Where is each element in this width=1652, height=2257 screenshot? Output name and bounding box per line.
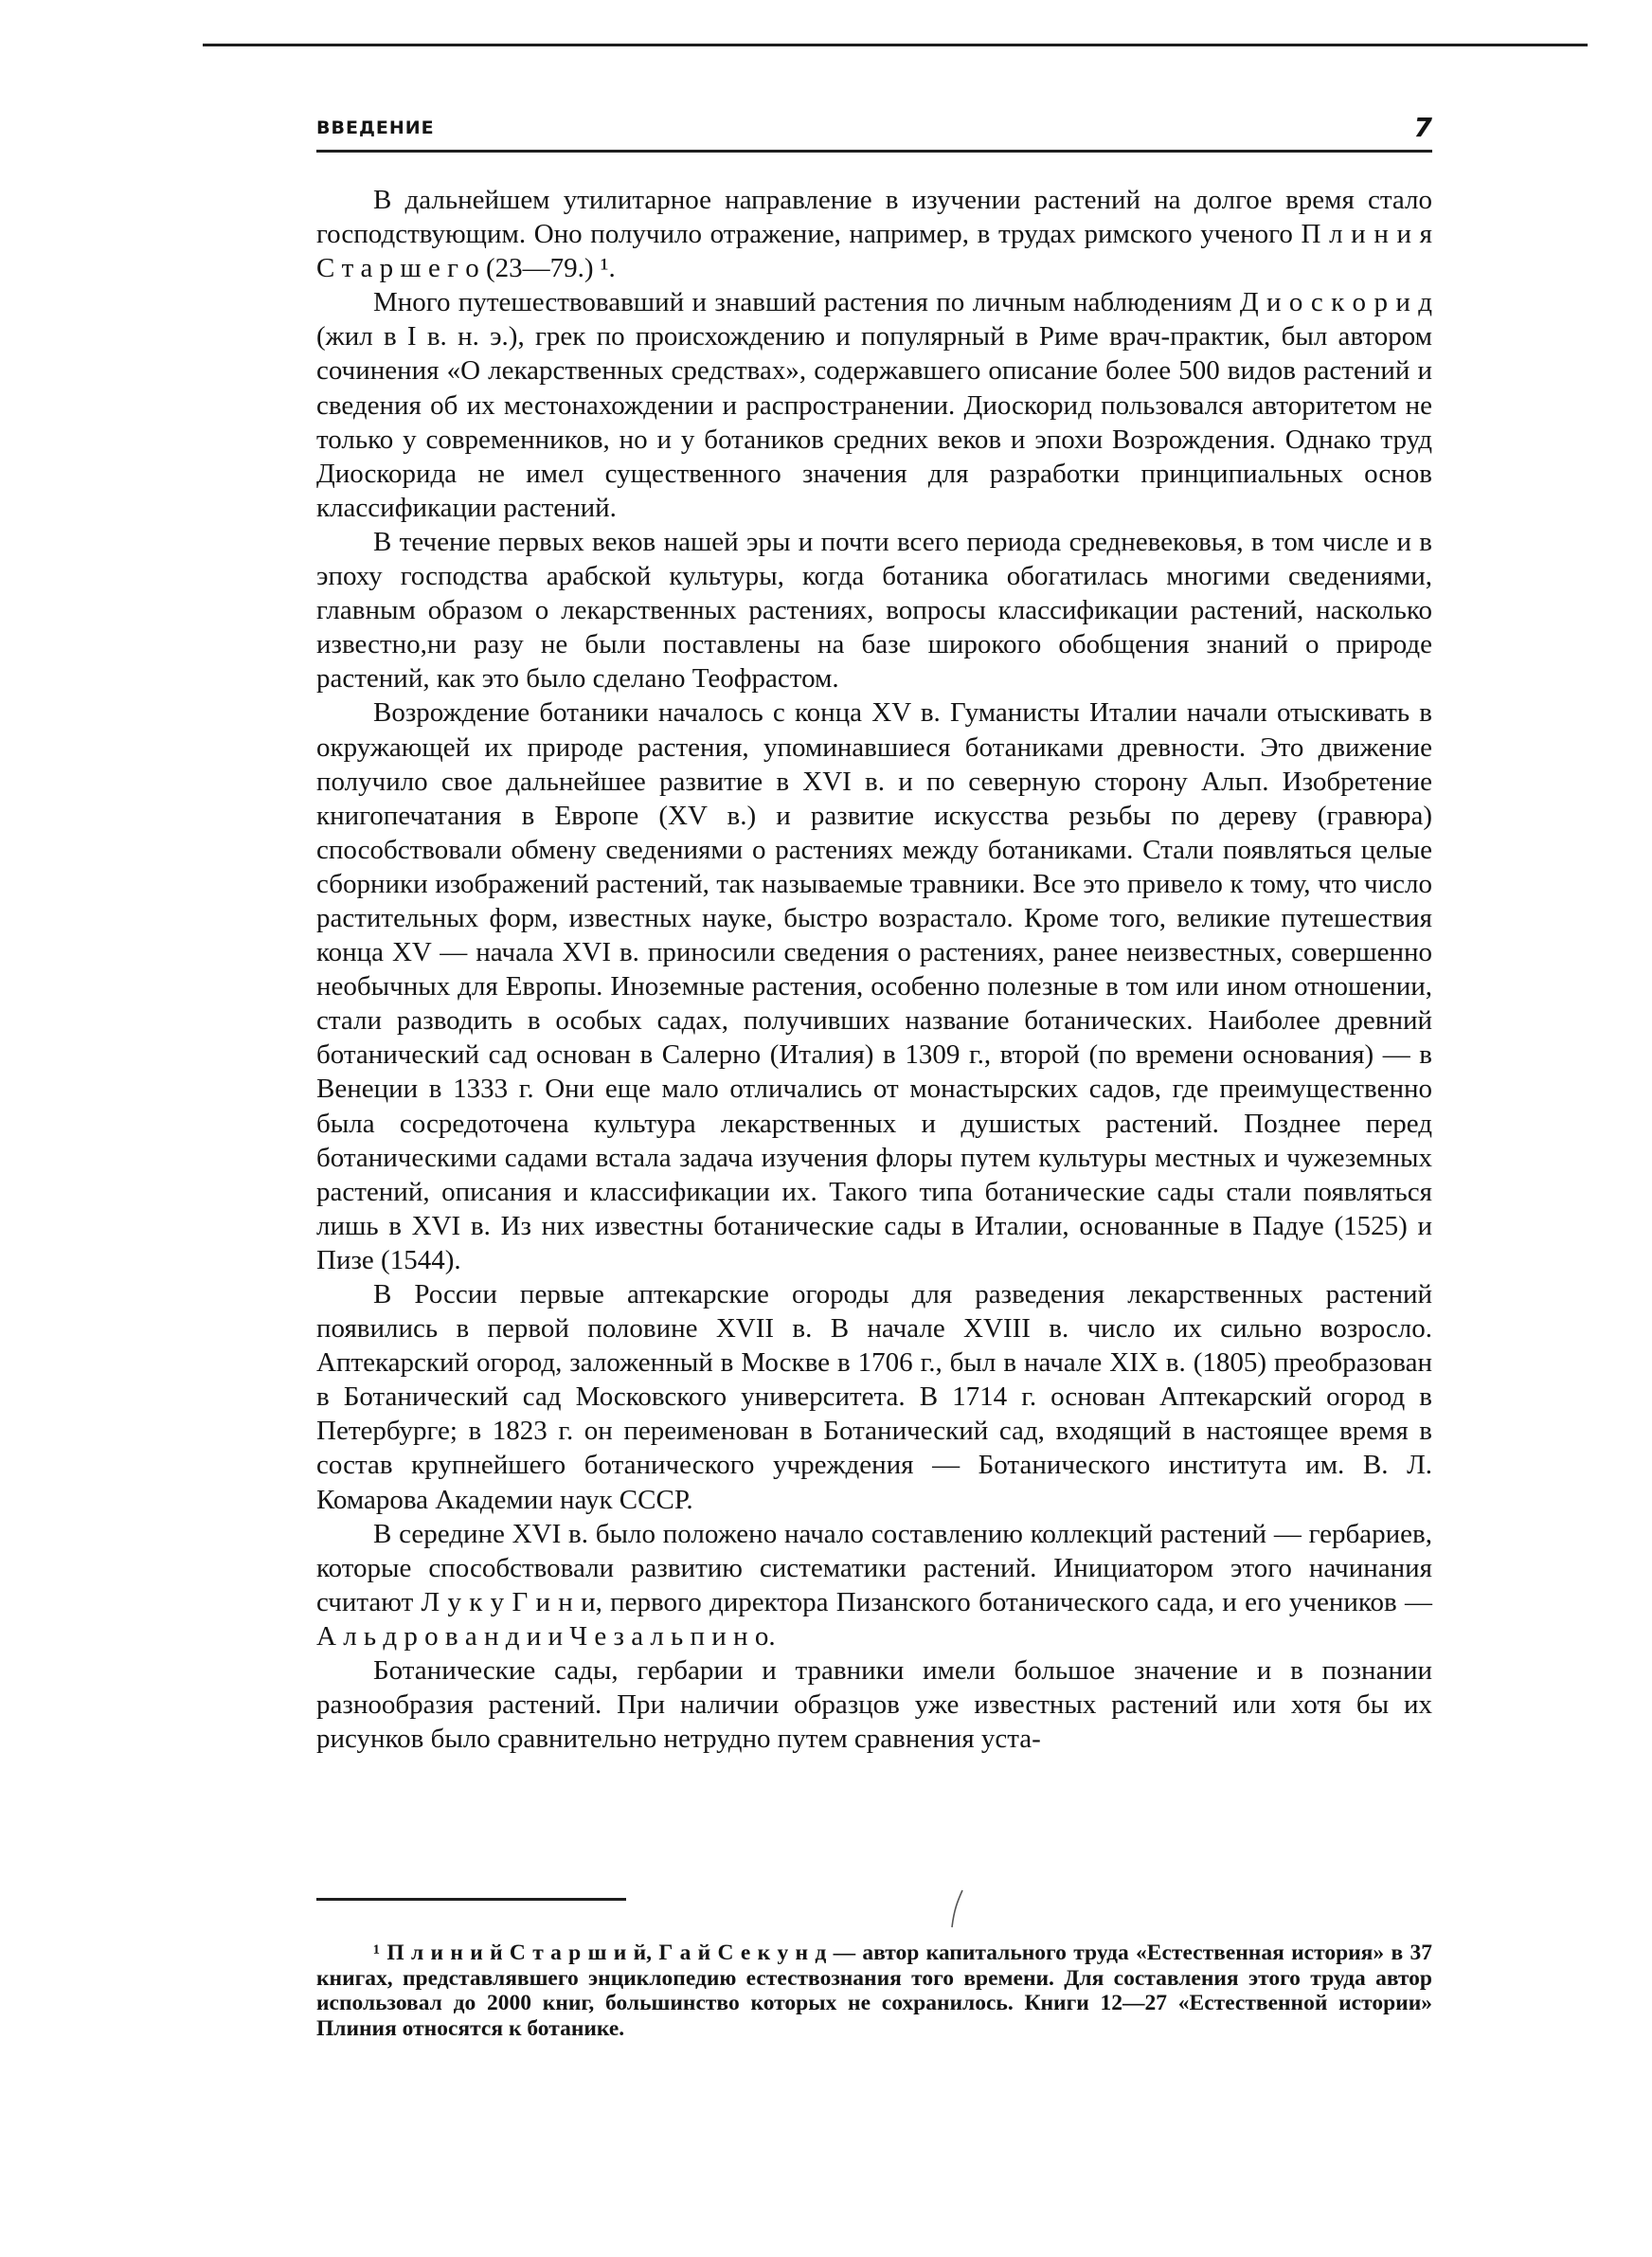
running-head: ВВЕДЕНИЕ [316, 117, 435, 138]
paragraph: Возрождение ботаники началось с конца XV в. Гуманисты Италии начали отыскивать в окружающей их природе растения, упоминавшиеся ботаниками древности. Это движение получило свое дальнейшее развитие в XVI в. и по северную сторону Альп. Изобретение книгопечатания в Европе (XV в.) и развитие искусства резьбы по дереву (гравюра) способствовали обмену сведениями о растениях между ботаниками. Стали появляться целые сборники изображений растений, так называемые травники. Все это привело к тому, что число растительных форм, известных науке, быстро возрастало. Кроме того, великие путешествия конца XV — начала XVI в. приносили сведения о растениях, ранее неизвестных, совершенно необычных для Европы. Иноземные растения, особенно полезные в том или ином отношении, стали разводить в особых садах, получивших название ботанических. Наиболее древний ботанический сад основан в Салерно (Италия) в 1309 г., второй (по времени основания) — в Венеции в 1333 г. Они еще мало отличались от монастырских садов, где преимущественно была сосредоточена культура лекарственных и душистых растений. Позднее перед ботаническими садами встала задача изучения флоры путем культуры местных и чужеземных растений, описания и классификации их. Такого типа ботанические сады стали появляться лишь в XVI в. Из них известны ботанические сады в Италии, основанные в Падуе (1525) и Пизе (1544). [316, 697, 1432, 1275]
paragraph: Ботанические сады, гербарии и травники имели большое значение и в познании разнообразия растений. При наличии образцов уже известных растений или хотя бы их рисунков было сравнительно нетрудно путем сравнения уста- [316, 1655, 1432, 1755]
top-rule [203, 44, 1588, 46]
footnote [316, 1941, 1432, 2045]
paragraph: В дальнейшем утилитарное направление в изучении растений на долгое время стало господствующим. Оно получило отражение, например, в трудах римского ученого П л и н и я С т а р ш е г о (23—79.) ¹. [316, 185, 1432, 284]
page-header [316, 112, 1432, 146]
paragraph: В течение первых веков нашей эры и почти всего периода средневековья, в том числе и в эпоху господства арабской культуры, когда ботаника обогатилась многими сведениями, главным образом о лекарственных растениях, вопросы классификации растений, насколько известно,ни разу не были поставлены на базе широкого обобщения знаний о природе растений, как это было сделано Теофрастом. [316, 526, 1432, 695]
pen-mark-icon [942, 1887, 970, 1931]
paragraph: В середине XVI в. было положено начало составлению коллекций растений — гербариев, которые способствовали развитию систематики растений. Инициатором этого начинания считают Л у к у Г и н и, первого директора Пизанского ботанического сада, и его учеников — А л ь д р о в а н д и и Ч е з а л ь п и н о. [316, 1518, 1432, 1652]
paragraph: Много путешествовавший и знавший растения по личным наблюдениям Д и о с к о р и д (жил в I в. н. э.), грек по происхождению и популярный в Риме врач-практик, был автором сочинения «О лекарственных средствах», содержавшего описание более 500 видов растений и сведения об их местонахождении и распространении. Диоскорид пользовался авторитетом не только у современников, но и у ботаников средних веков и эпохи Возрождения. Однако труд Диоскорида не имел существенного значения для разработки принципиальных основ классификации растений. [316, 287, 1432, 523]
footnote-text: ¹ П л и н и й С т а р ш и й, Г а й С е к у н д — автор капитального труда «Естественная история» в 37 книгах, представлявшего энциклопедию естествознания того времени. Для составления этого труда автор использовал до 2000 книг, большинство которых не сохранилось. Книги 12—27 «Естественной истории» Плиния относятся к ботанике. [316, 1941, 1432, 2041]
footnote-rule [316, 1898, 626, 1901]
header-rule [316, 150, 1432, 153]
page-number: 7 [1413, 112, 1432, 143]
paragraph: В России первые аптекарские огороды для разведения лекарственных растений появились в первой половине XVII в. В начале XVIII в. число их сильно возросло. Аптекарский огород, заложенный в Москве в 1706 г., был в начале XIX в. (1805) преобразован в Ботанический сад Московского университета. В 1714 г. основан Аптекарский огород в Петербурге; в 1823 г. он переименован в Ботанический сад, входящий в настоящее время в состав крупнейшего ботанического учреждения — Ботанического института им. В. Л. Комарова Академии наук СССР. [316, 1279, 1432, 1515]
main-text [316, 183, 1432, 1841]
